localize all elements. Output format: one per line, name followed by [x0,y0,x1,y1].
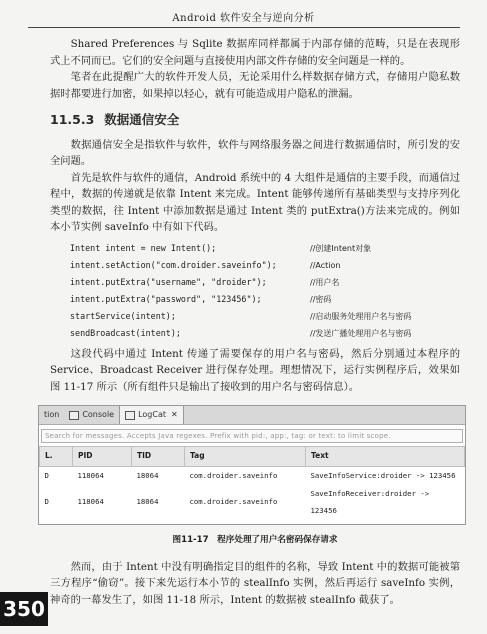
paragraph: Shared Preferences 与 Sqlite 数据库同样都属于内部存储的范畴，只是在表现形式上不同而已。它们的安全问题与直接使用内部文件存储的安全问题是一样的。 [50,38,460,67]
column-header[interactable]: Text [306,447,465,467]
logcat-search-input[interactable]: Search for messages. Accepts Java regexes. Prefix with pid:, app:, tag: or text: to limit scope. [41,429,463,443]
tab-label: tion [44,409,60,419]
cell-tag: com.droider.saveinfo [189,497,278,507]
cell-tid: 18064 [136,470,159,480]
paragraph: 笔者在此提醒广大的软件开发人员，无论采用什么样数据存储方式，存储用户隐私数据时都要进行加密，如果掉以轻心，就有可能造成用户隐私的泄漏。 [50,71,460,100]
code-comment: //发送广播处理用户名与密码 [310,328,412,338]
paragraph: 然而，由于 Intent 中没有明确指定目的组件的名称，导致 Intent 中的数据可能被第三方程序“偷窃”。接下来先运行本小节的 stealInfo 实例，然后再运行 saveInfo 实例，神奇的一幕发生了，如图 11-18 所示，Intent 的数据被 stealInfo 截获了。 [50,560,460,606]
code-line: intent.putExtra("username", "droider"); [70,276,267,287]
tab-label: LogCat [138,409,167,419]
tab-logcat[interactable] [119,406,184,424]
tab-partial[interactable] [39,406,64,424]
logcat-table [39,446,465,520]
paragraph: 这段代码中通过 Intent 传递了需要保存的用户名与密码，然后分别通过本程序的 Service、Broadcast Receiver 进行保存处理。理想情况下，运行实例程序后，效果如图 11-17 所示（所有组件只是输出了接收到的用户名与密码信息）。 [50,347,460,393]
logcat-icon [125,411,135,420]
cell-pid: 118064 [77,470,104,480]
table-header-row [40,447,465,467]
table-row[interactable] [40,466,465,485]
section-number: 11.5.3 [50,112,95,127]
close-icon[interactable]: ✕ [171,409,178,419]
cell-level: D [44,497,49,507]
section-heading [50,112,460,129]
figure-caption: 图11-17 程序处理了用户名密码保存请求 [172,535,338,545]
code-line: startService(intent); [70,310,176,321]
console-icon [69,411,79,420]
section-title: 数据通信安全 [104,112,180,127]
page-body [44,36,460,608]
cell-text: SaveInfoReceiver:droider -> 123456 [310,489,430,515]
page-number: 350 [0,592,48,626]
code-comment: //Action [310,260,341,270]
tab-console[interactable] [64,406,119,424]
cell-text: SaveInfoService:droider -> 123456 [310,470,456,480]
tab-label: Console [82,409,115,419]
cell-tag: com.droider.saveinfo [189,470,278,480]
cell-level: D [44,470,49,480]
view-tab-bar [39,406,465,425]
code-line: intent.putExtra("password", "123456"); [70,293,262,304]
code-comment: //密码 [310,294,332,304]
paragraph: 数据通信安全是指软件与软件，软件与网络服务器之间进行数据通信时，所引发的安全问题。 [50,138,460,167]
code-line: sendBroadcast(intent); [70,327,181,338]
column-header[interactable]: PID [73,447,132,467]
cell-tid: 18064 [136,497,159,507]
column-header[interactable]: TID [132,447,185,467]
code-line: intent.setAction("com.droider.saveinfo"); [70,259,277,270]
code-block [70,240,460,342]
table-row[interactable] [40,485,465,520]
column-header[interactable]: Tag [185,447,306,467]
running-header: Android 软件安全与逆向分析 [172,13,315,24]
column-header[interactable]: L. [40,447,73,467]
logcat-figure [38,405,466,525]
header-rule [28,27,460,28]
code-comment: //用户名 [310,277,340,287]
paragraph: 首先是软件与软件的通信，Android 系统中的 4 大组件是通信的主要手段，而通信过程中，数据的传递就是依靠 Intent 来完成。Intent 能够传递所有基础类型与支持序列化类型的数据，往 Intent 中添加数据是通过 Intent 类的 putExtra()方法来完成的。例如本小节实例 saveInfo 中有如下代码。 [50,171,460,233]
code-line: Intent intent = new Intent(); [70,242,217,253]
code-comment: //启动服务处理用户名与密码 [310,311,412,321]
code-comment: //创建Intent对象 [310,243,372,253]
cell-pid: 118064 [77,497,104,507]
